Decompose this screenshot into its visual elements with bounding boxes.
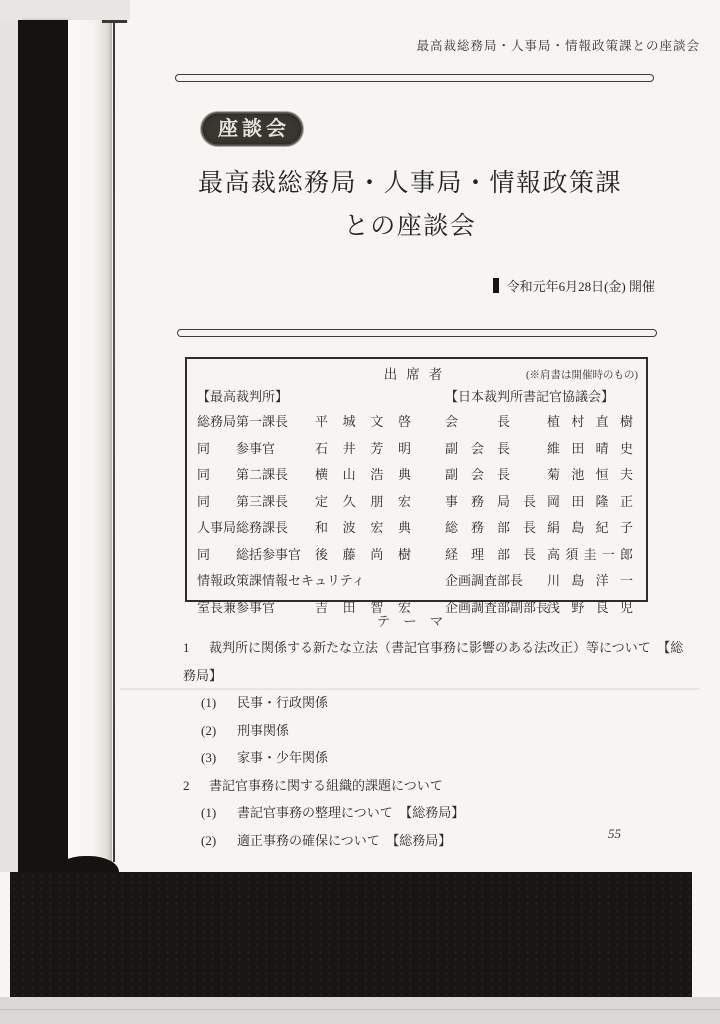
attendee-title: 情報政策課情報セキュリティ [197,573,365,588]
attendee-row [445,515,638,542]
themes-heading: テーマ [376,614,457,629]
theme-item-text: 書記官事務に関する組織的課題について [209,777,443,793]
attendee-row [445,462,638,489]
association-group-header: 【日本裁判所書記官協議会】 [445,389,615,404]
attendee-row [197,436,445,463]
theme-item [183,689,686,717]
theme-item-number: (2) [201,722,217,738]
attendee-name: 和波宏典 [315,520,411,535]
attendee-title: 同 第三課長 [197,493,289,509]
attendees-table [185,357,648,615]
attendee-row [197,409,445,436]
theme-item-number: 1 [183,640,190,655]
scanner-left-margin [0,0,18,872]
attendee-row [197,515,445,542]
court-column [197,385,445,621]
attendee-title: 副 会 長 [445,467,511,482]
theme-item-text: 刑事関係 [237,722,290,738]
theme-item-number: 2 [183,777,190,793]
themes-list [183,634,686,854]
attendee-title: 同 参事官 [197,440,276,456]
court-rows [197,409,445,621]
attendees-columns [197,385,638,621]
attendee-name: 川島洋一 [547,573,633,588]
attendee-name: 吉田智宏 [315,599,411,615]
attendee-title: 同 第二課長 [197,467,289,482]
association-column [445,385,638,621]
attendee-row [445,489,638,516]
attendee-title: 人事局総務課長 [197,520,289,535]
attendees-note: (※肩書は開催時のもの) [526,370,638,381]
theme-item-text: 適正事務の確保について 【総務局】 [237,832,452,848]
document-title-line2: との座談会 [343,213,477,240]
theme-item-text: 家事・少年関係 [237,750,329,765]
attendee-row [445,436,638,463]
attendee-row [197,568,445,595]
document-title-line1: 最高裁総務局・人事局・情報政策課 [197,170,622,197]
double-rule-middle [177,329,657,337]
scanner-bottom-line [0,1009,720,1010]
theme-item-text: 民事・行政関係 [237,695,329,710]
attendee-title: 総務局第一課長 [197,414,289,429]
attendees-heading: 出席者 [383,367,452,382]
theme-item-number: (2) [201,832,217,848]
attendee-row [445,542,638,569]
association-rows [445,409,638,621]
attendee-row [445,409,638,436]
attendee-name: 維田晴史 [547,440,633,456]
attendee-name: 後藤尚樹 [315,546,411,562]
date-marker-bar [493,278,499,293]
theme-item-number: (1) [201,695,217,710]
page-number: 55 [608,826,621,841]
attendee-row [197,489,445,516]
attendee-name: 平城文啓 [315,414,411,429]
attendee-title: 企画調査部副部長 [445,599,550,615]
attendee-title: 副 会 長 [445,440,511,456]
theme-item-number: (1) [201,805,217,820]
bottom-scan-band [10,872,692,997]
theme-item-text: 裁判所に関係する新たな立法（書記官事務に影響のある法改正）等について 【総務局】 [183,640,684,683]
attendee-row [445,568,638,595]
fold-line [113,20,115,862]
fold-line-cap [102,20,127,23]
attendee-name: 石井芳明 [315,440,411,456]
theme-item-number: (3) [201,750,217,765]
attendee-name: 高須圭一郎 [547,546,633,562]
running-header: 最高裁総務局・人事局・情報政策課との座談会 [416,39,700,53]
attendee-title: 企画調査部長 [445,573,524,588]
theme-item-text: 書記官事務の整理について 【総務局】 [237,805,465,820]
scanner-bottom-margin [0,997,720,1024]
binding-shadow-strip [18,20,68,872]
scanner-top-margin [0,0,130,20]
court-group-header: 【最高裁判所】 [197,389,289,404]
theme-item [183,634,686,689]
attendee-title: 総 務 部 長 [445,520,537,535]
attendee-title: 経 理 部 長 [445,546,537,562]
attendees-header [197,364,638,385]
attendee-name: 岡田隆正 [547,493,633,509]
theme-item [183,744,686,772]
attendee-title: 同 総括参事官 [197,546,302,562]
document-title [140,162,680,248]
attendee-title: 会 長 [445,414,511,429]
attendee-name: 横山浩典 [315,467,411,482]
roundtable-badge: 座談会 [201,112,303,146]
attendee-name: 浅野良児 [547,599,633,615]
event-date [150,276,655,295]
page-curl [68,20,112,864]
attendee-title: 事 務 局 長 [445,493,537,509]
attendee-name: 菊池恒夫 [547,467,633,482]
theme-item [183,799,686,827]
attendee-name: 定久朋宏 [315,493,411,509]
attendee-name: 絹島紀子 [547,520,633,535]
theme-item [183,772,686,800]
attendee-row [197,462,445,489]
theme-item [183,717,686,745]
double-rule-top [175,74,654,82]
attendee-name: 植村直樹 [547,414,633,429]
attendee-title: 室長兼参事官 [197,599,276,615]
event-date-text: 令和元年6月28日(金) 開催 [506,279,655,294]
attendee-row [197,542,445,569]
